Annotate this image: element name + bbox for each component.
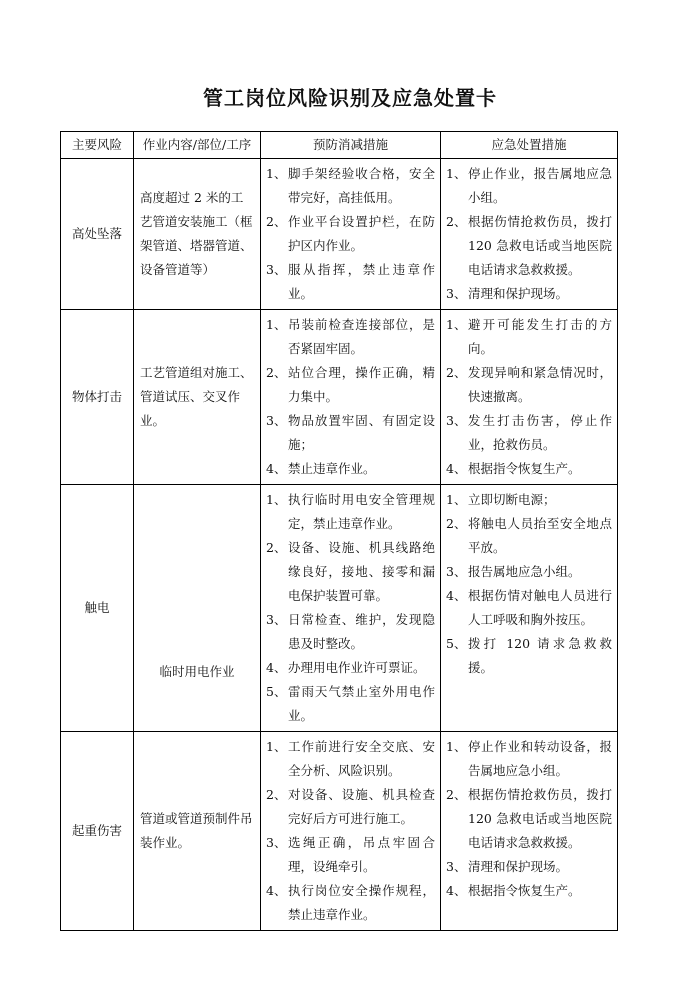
item-number: 3、: [446, 564, 467, 579]
item-text: 立即切断电源；: [468, 492, 556, 507]
item-text: 根据伤情抢救伤员，拨打 120 急救电话或当地医院电话请求急救救援。: [468, 787, 612, 850]
item-text: 根据指令恢复生产。: [468, 883, 581, 898]
list-item: [446, 879, 612, 903]
item-number: 1、: [446, 739, 467, 754]
item-number: 2、: [446, 516, 467, 531]
risk-table: [60, 131, 618, 931]
item-text: 工作前进行安全交底、安全分析、风险识别。: [288, 739, 435, 778]
list-item: [266, 680, 435, 728]
item-number: 2、: [446, 365, 467, 380]
emergency-cell: [441, 310, 618, 485]
item-text: 根据伤情抢救伤员，拨打 120 急救电话或当地医院电话请求急救救援。: [468, 214, 612, 277]
task-cell: 工艺管道组对施工、管道试压、交叉作业。: [134, 310, 261, 485]
list-item: [266, 361, 435, 409]
item-number: 4、: [266, 660, 287, 675]
list-item: [446, 783, 612, 855]
emergency-cell: [441, 159, 618, 310]
item-text: 报告属地应急小组。: [468, 564, 581, 579]
item-text: 脚手架经验收合格，安全带完好，高挂低用。: [288, 166, 435, 205]
item-number: 1、: [266, 166, 287, 181]
item-text: 执行临时用电安全管理规定，禁止违章作业。: [288, 492, 435, 531]
list-item: [446, 735, 612, 783]
list-item: [446, 488, 612, 512]
item-text: 发生打击伤害，停止作业，抢救伤员。: [468, 413, 612, 452]
item-number: 4、: [266, 883, 287, 898]
item-number: 4、: [446, 588, 467, 603]
list-item: [446, 361, 612, 409]
item-number: 2、: [266, 365, 287, 380]
item-text: 避开可能发生打击的方向。: [468, 317, 612, 356]
risk-cell: 物体打击: [61, 310, 134, 485]
list-item: [266, 162, 435, 210]
item-number: 3、: [266, 413, 287, 428]
item-number: 4、: [446, 461, 467, 476]
item-number: 2、: [446, 214, 467, 229]
item-text: 根据指令恢复生产。: [468, 461, 581, 476]
item-number: 3、: [266, 835, 287, 850]
list-item: [446, 512, 612, 560]
item-number: 2、: [446, 787, 467, 802]
item-text: 日常检查、维护，发现隐患及时整改。: [288, 612, 435, 651]
item-number: 3、: [266, 612, 287, 627]
emergency-cell: [441, 485, 618, 732]
list-item: [446, 210, 612, 282]
header-row: [61, 132, 618, 159]
item-text: 将触电人员抬至安全地点平放。: [468, 516, 612, 555]
list-item: [446, 282, 612, 306]
list-item: [266, 313, 435, 361]
item-number: 3、: [446, 413, 467, 428]
item-text: 服从指挥，禁止违章作业。: [288, 262, 435, 301]
table-row: [61, 310, 618, 485]
list-item: [266, 831, 435, 879]
risk-cell: 起重伤害: [61, 732, 134, 931]
list-item: [446, 855, 612, 879]
list-item: [446, 457, 612, 481]
header-risk: 主要风险: [61, 132, 134, 159]
item-number: 1、: [446, 492, 467, 507]
task-cell: 管道或管道预制件吊装作业。: [134, 732, 261, 931]
list-item: [446, 584, 612, 632]
risk-cell: 高处坠落: [61, 159, 134, 310]
item-text: 设备、设施、机具线路绝缘良好，接地、接零和漏电保护装置可靠。: [288, 540, 435, 603]
list-item: [266, 656, 435, 680]
list-item: [446, 632, 612, 680]
item-number: 3、: [446, 286, 467, 301]
item-number: 2、: [266, 787, 287, 802]
list-item: [266, 783, 435, 831]
header-task: 作业内容/部位/工序: [134, 132, 261, 159]
item-text: 根据伤情对触电人员进行人工呼吸和胸外按压。: [468, 588, 612, 627]
task-cell: 临时用电作业: [134, 485, 261, 732]
list-item: [266, 409, 435, 457]
item-text: 停止作业和转动设备，报告属地应急小组。: [468, 739, 612, 778]
item-text: 选绳正确，吊点牢固合理，设绳牵引。: [288, 835, 435, 874]
header-prevention: 预防消减措施: [261, 132, 441, 159]
item-text: 作业平台设置护栏，在防护区内作业。: [288, 214, 435, 253]
item-number: 4、: [446, 883, 467, 898]
item-number: 5、: [266, 684, 287, 699]
table-row: [61, 159, 618, 310]
prevention-cell: [261, 732, 441, 931]
item-number: 1、: [446, 166, 467, 181]
item-text: 拨打 120 请求急救救援。: [468, 636, 612, 675]
item-number: 4、: [266, 461, 287, 476]
item-number: 5、: [446, 636, 467, 651]
list-item: [266, 608, 435, 656]
list-item: [446, 162, 612, 210]
prevention-cell: [261, 159, 441, 310]
item-number: 2、: [266, 214, 287, 229]
item-text: 吊装前检查连接部位，是否紧固牢固。: [288, 317, 435, 356]
item-number: 1、: [266, 739, 287, 754]
item-text: 清理和保护现场。: [468, 859, 569, 874]
item-number: 2、: [266, 540, 287, 555]
emergency-cell: [441, 732, 618, 931]
item-text: 发现异响和紧急情况时，快速撤离。: [468, 365, 612, 404]
list-item: [266, 536, 435, 608]
table-row: [61, 485, 618, 732]
prevention-cell: [261, 310, 441, 485]
list-item: [266, 457, 435, 481]
item-text: 执行岗位安全操作规程，禁止违章作业。: [288, 883, 435, 922]
list-item: [266, 258, 435, 306]
item-text: 站位合理，操作正确，精力集中。: [288, 365, 435, 404]
list-item: [446, 560, 612, 584]
item-text: 停止作业，报告属地应急小组。: [468, 166, 612, 205]
header-emergency: 应急处置措施: [441, 132, 618, 159]
item-text: 禁止违章作业。: [288, 461, 376, 476]
task-cell: 高度超过 2 米的工艺管道安装施工（框架管道、塔器管道、设备管道等）: [134, 159, 261, 310]
item-number: 1、: [446, 317, 467, 332]
item-number: 1、: [266, 492, 287, 507]
item-text: 物品放置牢固、有固定设施；: [288, 413, 435, 452]
item-number: 3、: [446, 859, 467, 874]
list-item: [446, 313, 612, 361]
item-number: 3、: [266, 262, 287, 277]
item-text: 清理和保护现场。: [468, 286, 569, 301]
item-text: 对设备、设施、机具检查完好后方可进行施工。: [288, 787, 435, 826]
risk-cell: 触电: [61, 485, 134, 732]
item-number: 1、: [266, 317, 287, 332]
list-item: [266, 735, 435, 783]
table-row: [61, 732, 618, 931]
prevention-cell: [261, 485, 441, 732]
list-item: [446, 409, 612, 457]
item-text: 办理用电作业许可票证。: [288, 660, 426, 675]
item-text: 雷雨天气禁止室外用电作业。: [288, 684, 435, 723]
list-item: [266, 879, 435, 927]
page-title: 管工岗位风险识别及应急处置卡: [203, 86, 497, 110]
list-item: [266, 210, 435, 258]
list-item: [266, 488, 435, 536]
